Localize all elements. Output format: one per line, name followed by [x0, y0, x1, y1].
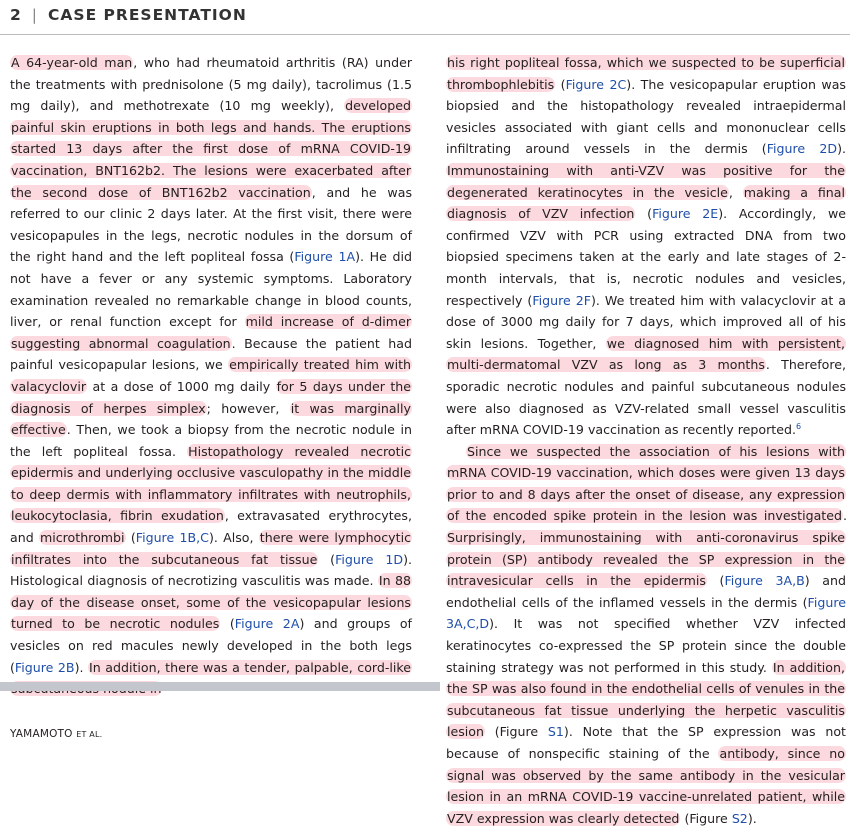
- highlighted-text: Histopathology revealed necrotic epidermis and underlying occlusive vasculopathy in the middle to deep dermis with inflammatory infiltrates with neutrophils, leukocytoclasia, fibrin exudation: [11, 443, 411, 524]
- figure-reference-link[interactable]: Figure 2F: [532, 292, 592, 308]
- body-text: ) and groups of vesicles on red macules newly developed in the both legs (: [10, 616, 412, 675]
- figure-reference-link[interactable]: Figure 2B: [14, 659, 75, 675]
- figure-reference-link[interactable]: Figure 3A,C,D: [446, 594, 846, 632]
- running-footer: [10, 728, 102, 740]
- header-rule: [0, 34, 850, 35]
- highlighted-text: for 5 days under the diagnosis of herpes simplex: [11, 378, 411, 416]
- body-text: (Figure: [680, 810, 732, 826]
- body-text: ). The vesicopapular eruption was biopsied and the histopathology revealed intraepidermal vesicles associated with giant cells and mononuclear cells infiltrating around vessels in the dermis (: [446, 76, 846, 157]
- body-text: (: [635, 206, 653, 222]
- footer-author: YAMAMOTO: [10, 728, 73, 740]
- paragraph-diagnosis: [446, 52, 846, 441]
- body-text: ).: [74, 659, 89, 675]
- body-text: ). Accordingly, we confirmed VZV with PCR using extracted DNA from two biopsied specimens taken at the early and late stages of 2-month intervals, that is, necrotic nodules and vesicles, respectively (: [446, 206, 846, 308]
- highlighted-text: it was marginally effective: [11, 400, 411, 438]
- body-text: ). Histological diagnosis of necrotizing vasculitis was made.: [10, 551, 412, 589]
- figure-reference-link[interactable]: Figure 1A: [294, 249, 356, 265]
- header-separator: |: [31, 6, 39, 24]
- highlighted-text: mild increase of d-dimer suggesting abnormal coagulation: [11, 314, 411, 351]
- figure-reference-link[interactable]: Figure 2C: [565, 76, 627, 92]
- figure-reference-link[interactable]: Figure 3A,B: [724, 573, 805, 589]
- highlighted-text: making a final diagnosis of VZV infection: [447, 184, 845, 222]
- highlighted-text: his right popliteal fossa, which we suspected to be superficial thrombophlebitis: [447, 55, 845, 92]
- body-text: ). Also,: [208, 530, 259, 546]
- highlighted-text: In 88 day of the disease onset, some of the vesicopapular lesions turned to be necrotic nodules: [11, 573, 411, 632]
- body-text: ,: [728, 184, 743, 200]
- body-text: , who had rheumatoid arthritis (RA) under the treatments with prednisolone (5 mg daily), tacrolimus (1.5 mg daily), and methotrexate (10 mg weekly),: [10, 55, 412, 114]
- page-number: 2: [10, 6, 22, 24]
- highlighted-text: A 64-year-old man: [11, 55, 133, 70]
- citation-superscript[interactable]: 6: [795, 421, 802, 431]
- highlighted-text: In addition, the SP was also found in the endothelial cells of venules in the subcutaneous fat tissue underlying the herpetic vasculitis lesion: [447, 659, 845, 740]
- highlighted-text: we diagnosed him with persistent, multi-dermatomal VZV as long as 3 months: [447, 335, 845, 373]
- body-text: (: [220, 616, 235, 632]
- footer-suffix: ET AL.: [76, 730, 103, 739]
- highlighted-text: Immunostaining with anti-VZV was positive for the degenerated keratinocytes in the vesicle: [447, 162, 845, 200]
- body-text: , and he was referred to our clinic 2 days later. At the first visit, there were vesicopapules in the legs, necrotic nodules in the dorsum of the right hand and the left popliteal fossa (: [10, 184, 413, 265]
- figure-reference-link[interactable]: Figure 2A: [234, 616, 300, 632]
- highlighted-text: empirically treated him with valacyclovir: [11, 357, 411, 394]
- body-text: ).: [747, 810, 757, 826]
- highlighted-text: developed painful skin eruptions in both legs and hands. The eruptions started 13 days after the first dose of mRNA COVID-19 vaccination, BNT162b2. The lesions were exacerbated after the second dose of BNT162b2 vaccination: [11, 98, 411, 200]
- body-text: ; however,: [206, 400, 290, 416]
- figure-reference-link[interactable]: S2: [731, 810, 748, 826]
- figure-reference-link[interactable]: S1: [547, 724, 564, 740]
- body-text: . Because the patient had painful vesicopapular lesions, we: [10, 335, 412, 373]
- body-text: ). We treated him with valacyclovir at a dose of 3000 mg daily for 7 days, which improved all of his skin lesions. Together,: [446, 292, 846, 351]
- highlighted-text: In addition, there was a tender, palpable, cord-like: [10, 660, 412, 697]
- page-divider-bar: [0, 682, 440, 691]
- body-text: ) and endothelial cells of the inflamed vessels in the dermis (: [446, 573, 846, 610]
- body-text: at a dose of 1000 mg daily: [87, 378, 276, 394]
- figure-reference-link[interactable]: Figure 1B,C: [135, 530, 209, 546]
- highlighted-text: antibody, since no signal was observed by the same antibody in the vesicular lesion in an mRNA COVID-19 vaccine-unrelated patient, while VZV expression was clearly detected: [447, 746, 845, 826]
- highlighted-text: microthrombi: [39, 530, 125, 546]
- left-column: [10, 52, 412, 700]
- body-text: , extravasated erythrocytes, and: [10, 508, 412, 546]
- body-text: ). It was not specified whether VZV infected keratinocytes co-expressed the SP protein since the double staining strategy was not performed in this study.: [446, 616, 846, 675]
- body-text: (Figure: [485, 724, 548, 740]
- body-text: (: [706, 573, 725, 589]
- highlighted-text: Since we suspected the association of his lesions with mRNA COVID-19 vaccination, which doses were given 13 days prior to and 8 days after the onset of disease, any expression of the encoded spike protein in the lesion was investigated: [447, 443, 845, 524]
- paragraph-spike-protein: [446, 441, 846, 829]
- body-text: ).: [837, 141, 846, 157]
- body-text: ). Note that the SP expression was not because of nonspecific staining of the: [446, 724, 846, 761]
- section-title: CASE PRESENTATION: [48, 6, 247, 24]
- body-text: . Then, we took a biopsy from the necrotic nodule in the left popliteal fossa.: [10, 422, 412, 459]
- body-text: ). He did not have a fever or any systemic symptoms. Laboratory examination revealed no remarkable change in blood counts, liver, or renal function except for: [10, 249, 412, 330]
- figure-reference-link[interactable]: Figure 2D: [766, 141, 838, 157]
- figure-reference-link[interactable]: Figure 1D: [335, 551, 404, 567]
- body-text: (: [125, 530, 136, 546]
- page-header: [10, 6, 247, 24]
- highlighted-text: Surprisingly, immunostaining with anti-coronavirus spike protein (SP) antibody revealed the SP expression in the intravesicular cells in the epidermis: [447, 530, 845, 589]
- body-text: (: [318, 551, 336, 567]
- right-column: [446, 52, 846, 829]
- body-text: (: [555, 76, 566, 92]
- paragraph-case-history: [10, 52, 412, 700]
- figure-reference-link[interactable]: Figure 2E: [652, 206, 719, 222]
- body-text: . Therefore, sporadic necrotic nodules and painful subcutaneous nodules were also diagnosed as VZV-related small vessel vasculitis after mRNA COVID-19 vaccination as recently reported.: [446, 357, 846, 438]
- body-text: .: [842, 508, 847, 524]
- highlighted-text: there were lymphocytic infiltrates into the subcutaneous fat tissue: [11, 530, 411, 567]
